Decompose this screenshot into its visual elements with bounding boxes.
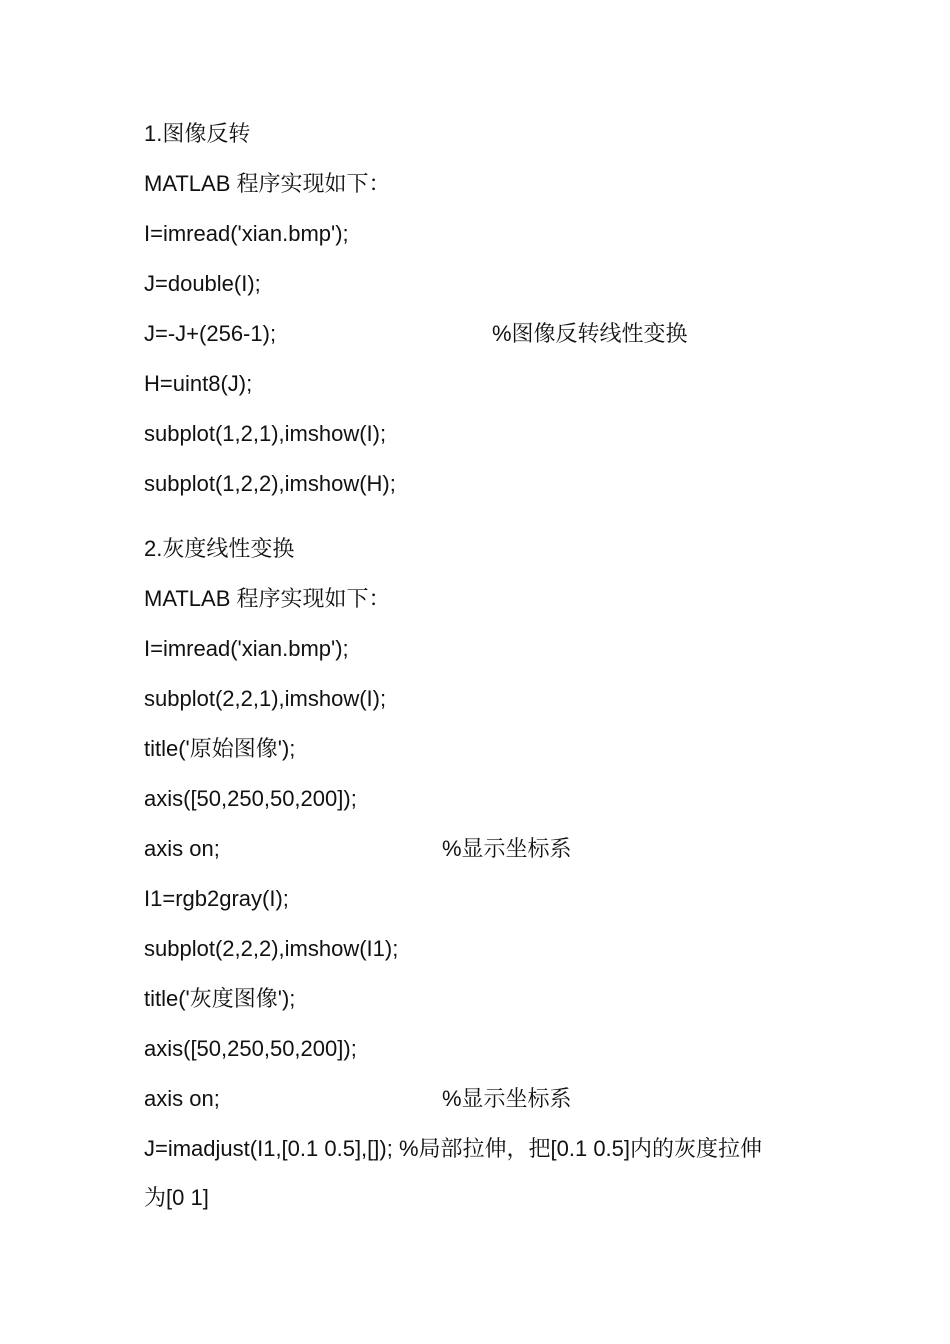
code-line: subplot(2,2,2),imshow(I1); bbox=[144, 936, 399, 961]
code-line: I1=rgb2gray(I); bbox=[144, 886, 289, 911]
code-comment: %显示坐标系 bbox=[442, 836, 572, 861]
code-line: I=imread('xian.bmp'); bbox=[144, 636, 349, 661]
code-line: axis on; bbox=[144, 1086, 220, 1111]
code-line: I=imread('xian.bmp'); bbox=[144, 221, 349, 246]
code-line: subplot(2,2,1),imshow(I); bbox=[144, 686, 387, 711]
code-line: subplot(1,2,1),imshow(I); bbox=[144, 421, 387, 446]
code-line: axis([50,250,50,200]); bbox=[144, 1036, 357, 1061]
section1-heading: 1.图像反转 bbox=[144, 121, 251, 146]
code-line: title('灰度图像'); bbox=[144, 986, 296, 1011]
code-line: 为[0 1] bbox=[144, 1185, 209, 1210]
code-line: title('原始图像'); bbox=[144, 736, 296, 761]
code-line: J=double(I); bbox=[144, 271, 261, 296]
code-line: H=uint8(J); bbox=[144, 371, 253, 396]
section2-intro: MATLAB 程序实现如下： bbox=[144, 586, 391, 611]
code-comment: %图像反转线性变换 bbox=[492, 321, 688, 346]
code-line: J=imadjust(I1,[0.1 0.5],[]); %局部拉伸，把[0.1 0.5]内的灰度拉伸 bbox=[144, 1136, 763, 1161]
code-line: J=-J+(256-1); bbox=[144, 321, 277, 346]
code-line: subplot(1,2,2),imshow(H); bbox=[144, 471, 396, 496]
section2-heading: 2.灰度线性变换 bbox=[144, 536, 295, 561]
code-comment: %显示坐标系 bbox=[442, 1086, 572, 1111]
section1-intro: MATLAB 程序实现如下： bbox=[144, 171, 391, 196]
code-line: axis on; bbox=[144, 836, 220, 861]
code-line: axis([50,250,50,200]); bbox=[144, 786, 357, 811]
